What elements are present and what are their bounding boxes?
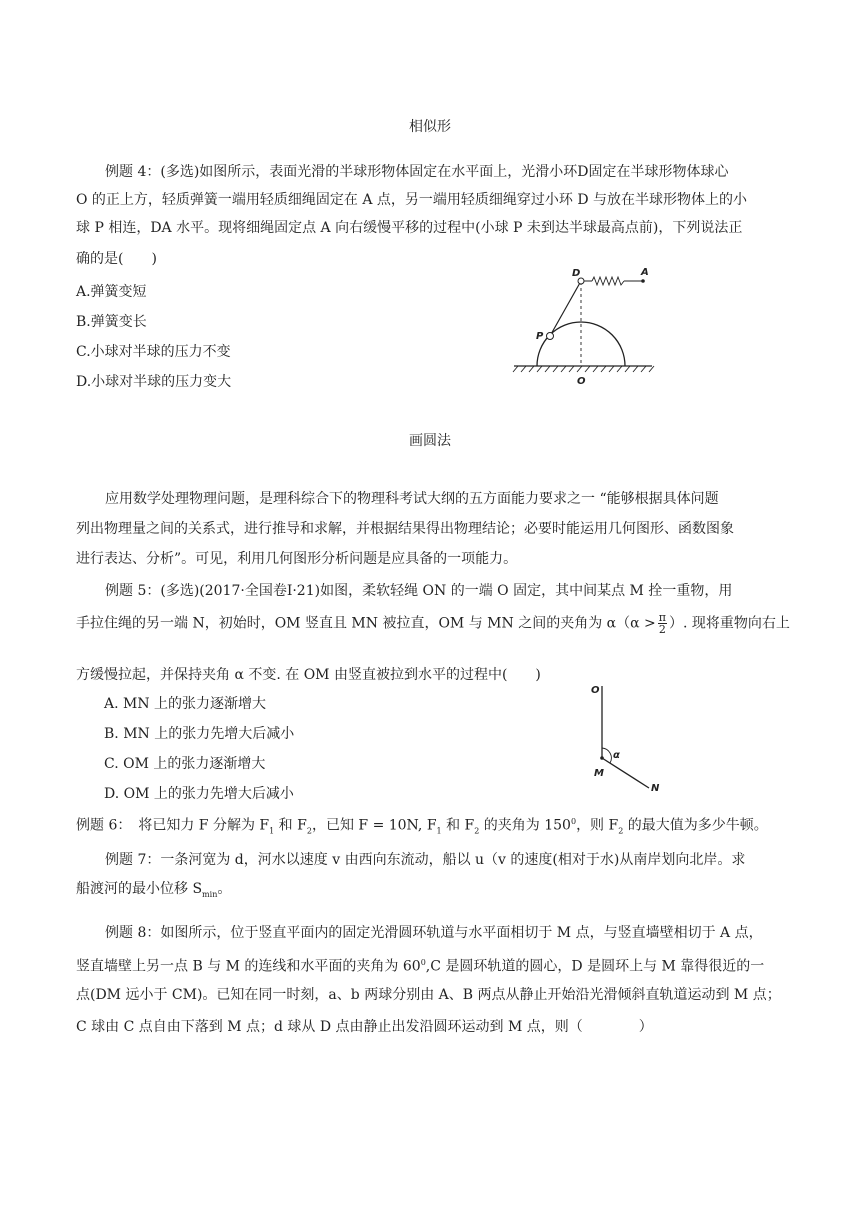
fraction-numerator: π xyxy=(658,611,666,624)
ex6-text-6: ，则 F xyxy=(576,817,619,834)
fraction-denominator: 2 xyxy=(658,623,666,636)
label-a: A xyxy=(641,267,649,278)
ex4-line-3: 球 P 相连，DA 水平。现将细绳固定点 A 向右缓慢平移的过程中(小球 P 未到达半球最高点前)，下列说法正 xyxy=(76,220,743,236)
hemisphere-figure xyxy=(508,262,658,397)
ex6-text-1: 例题 6： 将已知力 F 分解为 F xyxy=(76,817,270,834)
ex5-option-a: A. MN 上的张力逐渐增大 xyxy=(104,696,267,712)
rope-figure xyxy=(580,680,700,800)
intro-line-2: 列出物理量之间的关系式，进行推导和求解，并根据结果得出物理结论；必要时能运用几何图形、函数图象 xyxy=(76,521,734,537)
ex6-sub-4: 2 xyxy=(474,826,480,836)
ex5-option-b: B. MN 上的张力先增大后减小 xyxy=(104,726,295,742)
ex7-line-2 xyxy=(76,879,786,905)
ex6-sub-2: 2 xyxy=(306,826,312,836)
ex6-degree-sup: 0 xyxy=(570,817,577,826)
ex7-text-2: 。 xyxy=(217,881,232,897)
ex8-line-1: 例题 8：如图所示，位于竖直平面内的固定光滑圆环轨道与水平面相切于 M 点，与竖直墙壁相切于 A 点， xyxy=(105,925,763,941)
ex5-line-2-start: 手拉住绳的另一端 N，初始时，OM 竖直且 MN 被拉直，OM 与 MN 之间的夹角为 α（α > xyxy=(76,615,656,632)
ex4-line-2: O 的正上方，轻质弹簧一端用轻质细绳固定在 A 点，另一端用轻质细绳穿过小环 D 与放在半球形物体上的小 xyxy=(76,192,748,208)
ex4-option-a: A.弹簧变短 xyxy=(76,284,147,300)
intro-line-1: 应用数学处理物理问题，是理科综合下的物理科考试大纲的五方面能力要求之一 “能够根据具体问题 xyxy=(105,491,719,507)
label-d: D xyxy=(572,268,581,279)
ex4-line-4: 确的是( ) xyxy=(76,251,157,267)
label-p: P xyxy=(536,331,544,342)
ex8-degree-sup: 0 xyxy=(420,958,426,967)
ex5-line-2 xyxy=(76,611,790,636)
ex6-line xyxy=(76,812,786,841)
ex5-line-3: 方缓慢拉起，并保持夹角 α 不变. 在 OM 由竖直被拉到水平的过程中( ) xyxy=(76,667,541,683)
ex5-line-2-end: ）. 现将重物向右上 xyxy=(668,615,790,632)
ex6-text-2: 和 F xyxy=(274,817,307,834)
ex6-text-7: 的最大值为多少牛顿。 xyxy=(623,817,768,834)
ex7-line-1: 例题 7：一条河宽为 d，河水以速度 v 由西向东流动，船以 u（v 的速度(相对于水)从南岸划向北岸。求 xyxy=(105,852,746,868)
ex7-text-1: 船渡河的最小位移 S xyxy=(76,881,203,897)
ex4-line-1: 例题 4：(多选)如图所示，表面光滑的半球形物体固定在水平面上，光滑小环D固定在半球形物体球心 xyxy=(105,164,729,180)
section-title-similar-shapes: 相似形 xyxy=(409,119,451,135)
ex5-option-c: C. OM 上的张力逐渐增大 xyxy=(104,756,266,772)
ex8-line-4: C 球由 C 点自由下落到 M 点；d 球从 D 点由静止出发沿圆环运动到 M 点，则（ ） xyxy=(76,1019,653,1035)
label-n-point: N xyxy=(651,783,660,794)
ex6-sub-5: 2 xyxy=(618,826,624,836)
ex6-sub-3: 1 xyxy=(436,826,442,836)
ex8-line-2 xyxy=(76,953,786,977)
ex6-text-5: 的夹角为 150 xyxy=(479,817,571,834)
ex7-sub-min: min xyxy=(202,889,218,899)
label-m-point: M xyxy=(594,768,604,779)
ex6-text-4: 和 F xyxy=(441,817,475,834)
label-o-point: O xyxy=(591,685,600,696)
pi-over-two-fraction xyxy=(658,612,667,635)
intro-line-3: 进行表达、分析”。可见，利用几何图形分析问题是应具备的一项能力。 xyxy=(76,551,518,567)
ex8-text-1: 竖直墙壁上另一点 B 与 M 的连线和水平面的夹角为 60 xyxy=(76,958,421,975)
ex5-line-1: 例题 5：(多选)(2017·全国卷Ⅰ·21)如图，柔软轻绳 ON 的一端 O 固定，其中间某点 M 拴一重物，用 xyxy=(105,583,733,599)
ex4-option-d: D.小球对半球的压力变大 xyxy=(76,374,232,390)
label-o: O xyxy=(577,376,586,387)
ex5-option-d: D. OM 上的张力先增大后减小 xyxy=(104,786,294,802)
ex6-text-3: ，已知 F = 10N, F xyxy=(311,817,437,834)
ex4-option-b: B.弹簧变长 xyxy=(76,314,147,330)
ex6-sub-1: 1 xyxy=(269,826,275,836)
label-alpha: α xyxy=(613,750,620,761)
section-title-circle-method: 画圆法 xyxy=(409,433,451,449)
ex4-option-c: C.小球对半球的压力不变 xyxy=(76,344,231,360)
ex8-line-3: 点(DM 远小于 CM)。已知在同一时刻，a、b 两球分别由 A、B 两点从静止开始沿光滑倾斜直轨道运动到 M 点； xyxy=(76,987,781,1003)
ex8-text-2: ,C 是圆环轨道的圆心，D 是圆环上与 M 靠得很近的一 xyxy=(425,958,765,975)
